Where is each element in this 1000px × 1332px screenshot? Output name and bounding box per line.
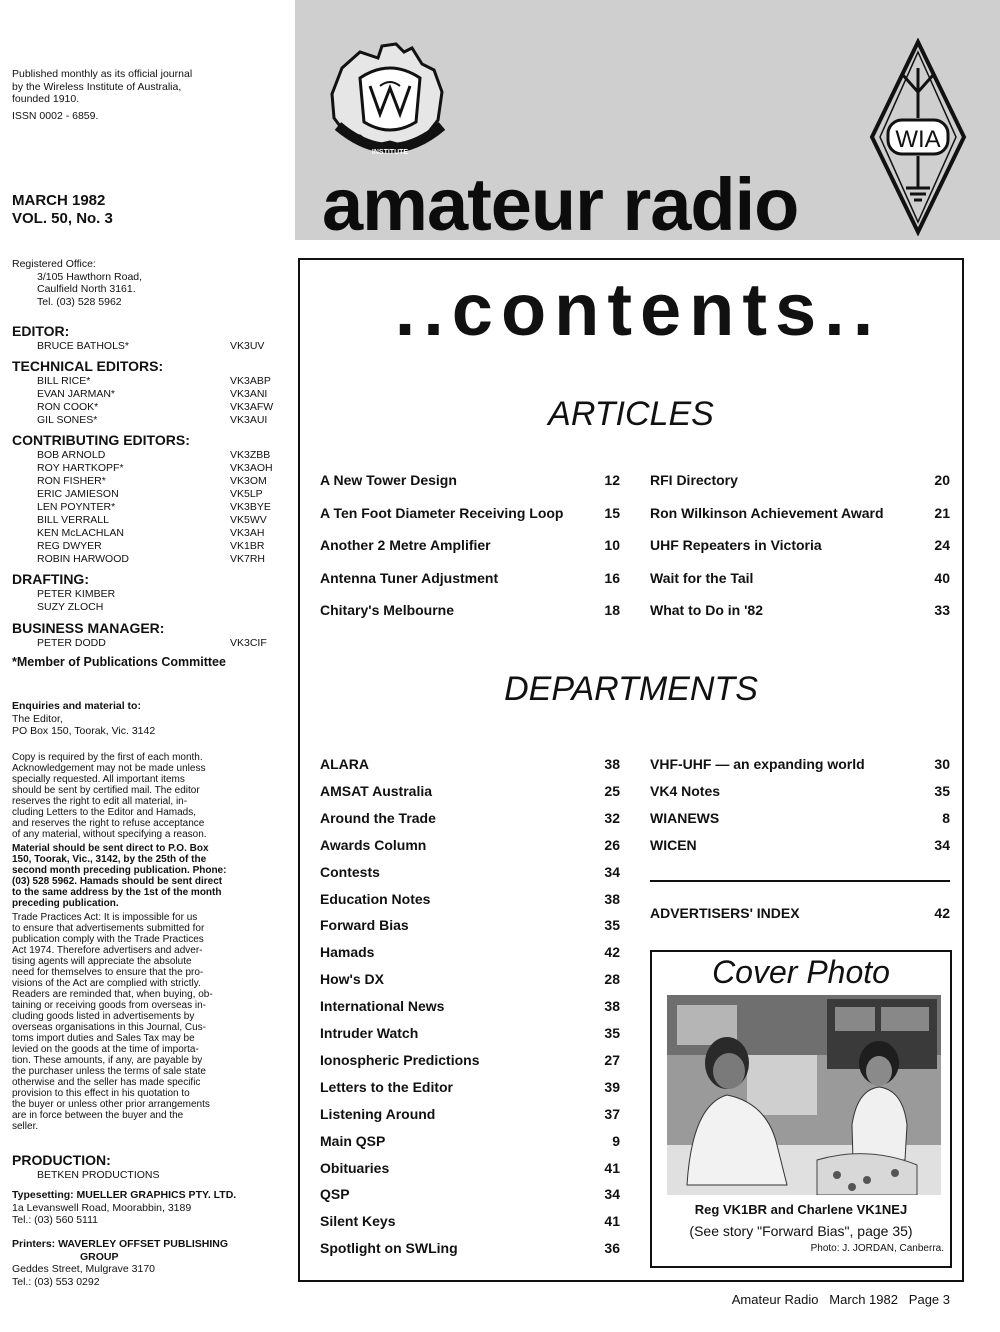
entry-page: 16 <box>604 569 620 586</box>
office-phone: Tel. (03) 528 5962 <box>37 295 122 308</box>
entry-title: Around the Trade <box>320 809 436 826</box>
staff-name: ROBIN HARWOOD <box>37 553 129 565</box>
entry-page: 34 <box>934 836 950 853</box>
text-line: Readers are reminded that, when buying, ob- <box>12 989 213 1000</box>
entry-page: 20 <box>934 472 950 488</box>
office-label: Registered Office: <box>12 258 96 270</box>
text-line: need for themselves to ensure that the pro- <box>12 967 204 978</box>
entry-page: 41 <box>604 1159 620 1176</box>
staff-name: RON FISHER* <box>37 475 106 487</box>
contents-entry[interactable] <box>650 535 950 555</box>
entry-title: Silent Keys <box>320 1213 396 1230</box>
publisher-line: by the Wireless Institute of Australia, <box>12 80 182 93</box>
typesetting <box>12 1189 274 1227</box>
page-footer: Amateur Radio March 1982 Page 3 <box>731 1292 950 1307</box>
entry-title: Antenna Tuner Adjustment <box>320 569 499 586</box>
staff-name: KEN McLACHLAN <box>37 527 124 539</box>
issue-date: MARCH 1982 <box>12 192 106 209</box>
advertisers-divider <box>650 880 950 882</box>
typesetting-line: 1a Levanswell Road, Moorabbin, 3189 <box>12 1201 192 1214</box>
cover-caption-2: (See story "Forward Bias", page 35) <box>689 1223 913 1239</box>
staff-callsign: VK7RH <box>230 553 266 565</box>
text-line: Trade Practices Act: It is impossible for us <box>12 912 198 923</box>
contents-entry[interactable] <box>650 470 950 490</box>
text-line: are in force between the buyer and the <box>12 1110 184 1121</box>
contents-entry[interactable] <box>650 600 950 620</box>
entry-page: 40 <box>934 569 950 586</box>
entry-page: 10 <box>604 537 620 553</box>
technical-list <box>12 375 277 427</box>
contents-entry[interactable] <box>320 835 620 855</box>
staff-row <box>12 637 277 650</box>
entry-title: Another 2 Metre Amplifier <box>320 537 491 553</box>
cover-caption-1: Reg VK1BR and Charlene VK1NEJ <box>694 1202 908 1217</box>
issue-info <box>12 192 113 228</box>
cover-photo-image <box>667 995 941 1195</box>
staff-row <box>12 475 277 488</box>
text-line: the purchaser unless the terms of sale state <box>12 1066 206 1077</box>
text-line: cluding goods listed in advertisements by <box>12 1011 195 1022</box>
entry-title: Obituaries <box>320 1159 390 1176</box>
text-line: preceding publication. <box>12 898 119 909</box>
publisher-line: founded 1910. <box>12 93 80 105</box>
contents-entry[interactable] <box>650 808 950 828</box>
entry-page: 33 <box>934 602 950 618</box>
contents-title: ..contents.. <box>394 268 882 351</box>
staff-row <box>12 514 277 527</box>
staff-callsign: VK3BYE <box>230 501 271 513</box>
text-line: 150, Toorak, Vic., 3142, by the 25th of the <box>12 854 207 865</box>
entry-page: 27 <box>604 1051 620 1068</box>
entry-title: Main QSP <box>320 1132 386 1149</box>
enquiries <box>12 700 274 738</box>
technical-heading: TECHNICAL EDITORS: <box>12 358 164 374</box>
contents-entry[interactable] <box>320 470 620 490</box>
text-line: visions of the Act are complied with strictly. <box>12 978 201 989</box>
production-heading: PRODUCTION: <box>12 1152 111 1168</box>
entry-title: Education Notes <box>320 890 431 907</box>
contents-entry[interactable] <box>320 1050 620 1070</box>
printers-line: Geddes Street, Mulgrave 3170 <box>12 1263 156 1275</box>
contents-entry[interactable] <box>650 754 950 774</box>
staff-name: REG DWYER <box>37 540 102 552</box>
staff-row <box>12 501 277 514</box>
staff-list <box>12 323 277 669</box>
staff-callsign: VK3AFW <box>230 401 274 413</box>
entry-title: What to Do in '82 <box>650 602 763 618</box>
text-line: Act 1974. Therefore advertisers and adver- <box>12 945 203 956</box>
business-heading: BUSINESS MANAGER: <box>12 620 165 636</box>
committee-note: *Member of Publications Committee <box>12 655 226 669</box>
entry-page: 34 <box>604 863 620 880</box>
entry-title: Awards Column <box>320 836 427 853</box>
typesetting-line: Tel.: (03) 560 5111 <box>12 1214 98 1226</box>
contents-entry[interactable] <box>320 600 620 620</box>
staff-callsign: VK1BR <box>230 540 265 552</box>
entry-page: 32 <box>604 809 620 826</box>
text-line: Acknowledgement may not be made unless <box>12 763 206 774</box>
office-line: 3/105 Hawthorn Road, <box>37 270 143 283</box>
production <box>12 1152 274 1182</box>
contributing-heading: CONTRIBUTING EDITORS: <box>12 432 190 448</box>
staff-row <box>12 401 277 414</box>
entry-title: How's DX <box>320 971 385 988</box>
text-line: taining or receiving goods from overseas in- <box>12 1000 206 1011</box>
staff-callsign: VK3AUI <box>230 414 268 426</box>
advertisers-title: ADVERTISERS' INDEX <box>650 905 800 921</box>
contents-entry[interactable] <box>320 996 620 1016</box>
entry-title: WICEN <box>650 836 697 853</box>
entry-title: Wait for the Tail <box>650 569 754 586</box>
entry-page: 37 <box>604 1105 620 1122</box>
magazine-title: amateur radio <box>322 163 799 246</box>
staff-row <box>12 601 277 614</box>
publisher-line: Published monthly as its official journal <box>12 68 193 80</box>
staff-callsign: VK3ZBB <box>230 449 271 461</box>
enquiries-label: Enquiries and material to: <box>12 700 141 712</box>
staff-name: BILL RICE* <box>37 375 91 387</box>
entry-page: 35 <box>604 917 620 934</box>
issn: ISSN 0002 - 6859. <box>12 109 99 122</box>
entry-page: 38 <box>604 890 620 907</box>
svg-text:WIA: WIA <box>895 126 941 153</box>
contents-entry[interactable] <box>320 862 620 882</box>
contents-entry[interactable] <box>320 535 620 555</box>
issue-volume: VOL. 50, No. 3 <box>12 210 113 227</box>
staff-callsign: VK3ABP <box>230 375 271 387</box>
entry-page: 12 <box>604 472 620 488</box>
editor-heading: EDITOR: <box>12 323 70 339</box>
contents-entry[interactable] <box>320 1077 620 1097</box>
text-line: cluding Letters to the Editor and Hamads, <box>12 807 196 818</box>
contents-entry[interactable] <box>320 1238 620 1258</box>
entry-page: 25 <box>604 782 620 799</box>
contents-entry[interactable] <box>320 1131 620 1151</box>
text-line: the buyer or unless other prior arrangements <box>12 1099 210 1110</box>
contents-entry[interactable] <box>320 915 620 935</box>
staff-name: LEN POYNTER* <box>37 501 116 513</box>
text-line: should be sent by certified mail. The editor <box>12 785 200 796</box>
entry-page: 21 <box>934 504 950 521</box>
advertisers-page: 42 <box>934 905 950 921</box>
text-line: overseas organisations in this Journal, Cus- <box>12 1022 206 1033</box>
staff-row <box>12 588 277 601</box>
entry-page: 42 <box>604 944 620 961</box>
entry-title: Hamads <box>320 944 375 961</box>
text-line: publication comply with the Trade Practices <box>12 934 204 945</box>
text-line: second month preceding publication. Phone: <box>12 865 227 876</box>
contributing-list <box>12 449 277 566</box>
contents-entry[interactable] <box>650 781 950 801</box>
staff-name: EVAN JARMAN* <box>37 388 115 400</box>
staff-row <box>12 488 277 501</box>
staff-name: PETER DODD <box>37 637 106 649</box>
entry-title: Intruder Watch <box>320 1025 419 1041</box>
text-line: of any material, without specifying a reason. <box>12 829 207 840</box>
contents-entry[interactable] <box>320 1104 620 1124</box>
text-line: toms import duties and Sales Tax may be <box>12 1033 195 1044</box>
contents-entry[interactable] <box>320 1184 620 1204</box>
text-line: otherwise and the seller has made specific <box>12 1077 201 1088</box>
staff-name: PETER KIMBER <box>37 588 116 600</box>
staff-callsign: VK3OM <box>230 475 267 487</box>
entry-title: ALARA <box>320 756 369 772</box>
enquiries-line: The Editor, <box>12 712 63 725</box>
office-line: Caulfield North 3161. <box>37 283 136 295</box>
entry-title: AMSAT Australia <box>320 782 433 799</box>
entry-page: 38 <box>604 756 620 772</box>
entry-title: Listening Around <box>320 1105 436 1122</box>
contents-entry[interactable] <box>320 969 620 989</box>
entry-title: UHF Repeaters in Victoria <box>650 537 822 553</box>
contents-entry[interactable] <box>320 568 620 588</box>
staff-callsign: VK5WV <box>230 514 267 526</box>
staff-row <box>12 340 277 353</box>
staff-row <box>12 527 277 540</box>
production-name: BETKEN PRODUCTIONS <box>37 1169 160 1181</box>
entry-page: 30 <box>934 756 950 772</box>
contents-entry[interactable] <box>320 889 620 909</box>
staff-callsign: VK3AOH <box>230 462 273 474</box>
advertisers-index-entry <box>650 903 950 923</box>
contents-entry[interactable] <box>650 835 950 855</box>
entry-title: Spotlight on SWLing <box>320 1240 458 1257</box>
printers <box>12 1238 274 1288</box>
entry-title: WIANEWS <box>650 809 720 826</box>
entry-title: Ionospheric Predictions <box>320 1051 480 1068</box>
text-line: to ensure that advertisements submitted for <box>12 923 205 934</box>
entry-page: 41 <box>604 1213 620 1230</box>
staff-row <box>12 388 277 401</box>
contents-entry[interactable] <box>320 754 620 774</box>
entry-title: Ron Wilkinson Achievement Award <box>650 504 884 521</box>
cover-credit: Photo: J. JORDAN, Canberra. <box>810 1243 944 1254</box>
contents-entry[interactable] <box>320 1023 620 1043</box>
entry-title: VK4 Notes <box>650 782 721 799</box>
entry-page: 38 <box>604 998 620 1015</box>
editor-list <box>12 340 277 353</box>
entry-title: International News <box>320 998 445 1015</box>
text-line: tion. These amounts, if any, are payable by <box>12 1055 203 1066</box>
staff-callsign: VK3CIF <box>230 637 267 649</box>
text-line: tising agents will appreciate the absolute <box>12 956 192 967</box>
staff-callsign: VK3ANI <box>230 388 268 400</box>
printers-line: GROUP <box>80 1250 119 1263</box>
entry-page: 15 <box>604 504 620 521</box>
staff-name: RON COOK* <box>37 401 99 413</box>
text-line: Copy is required by the first of each month. <box>12 752 203 763</box>
entry-page: 39 <box>604 1078 620 1095</box>
contents-entry[interactable] <box>650 503 950 523</box>
drafting-heading: DRAFTING: <box>12 571 89 587</box>
contents-entry[interactable] <box>320 1158 620 1178</box>
entry-page: 36 <box>604 1240 620 1257</box>
staff-callsign: VK5LP <box>230 488 263 500</box>
staff-name: SUZY ZLOCH <box>37 601 104 613</box>
wia-diamond-logo-icon <box>868 38 968 236</box>
text-line: (03) 528 5962. Hamads should be sent direct <box>12 876 223 887</box>
entry-page: 26 <box>604 836 620 853</box>
entry-page: 34 <box>604 1186 620 1203</box>
entry-page: 28 <box>604 971 620 988</box>
entry-page: 35 <box>934 782 950 799</box>
staff-row <box>12 540 277 553</box>
staff-callsign: VK3AH <box>230 527 265 539</box>
registered-office <box>12 258 272 308</box>
text-line: to the same address by the 1st of the month <box>12 887 222 898</box>
entry-page: 35 <box>604 1025 620 1041</box>
contents-entry[interactable] <box>650 568 950 588</box>
entry-page: 24 <box>934 537 950 553</box>
contents-entry[interactable] <box>320 781 620 801</box>
entry-page: 9 <box>612 1132 620 1149</box>
text-line: provision to this effect in his quotation to <box>12 1088 190 1099</box>
enquiries-line: PO Box 150, Toorak, Vic. 3142 <box>12 725 156 737</box>
typesetting-line: Typesetting: MUELLER GRAPHICS PTY. LTD. <box>12 1189 237 1201</box>
text-line: and reserves the right to refuse acceptance <box>12 818 205 829</box>
printers-line: Tel.: (03) 553 0292 <box>12 1275 100 1288</box>
entry-page: 18 <box>604 602 620 618</box>
staff-name: GIL SONES* <box>37 414 98 426</box>
entry-title: Chitary's Melbourne <box>320 602 455 618</box>
copy-note <box>12 752 268 1132</box>
text-line: reserves the right to edit all material, in- <box>12 796 188 807</box>
entry-title: Contests <box>320 863 380 880</box>
drafting-list <box>12 588 277 614</box>
entry-title: Forward Bias <box>320 917 409 934</box>
contents-entry[interactable] <box>320 503 620 523</box>
staff-row <box>12 462 277 475</box>
entry-page: 8 <box>942 809 950 826</box>
cover-heading: Cover Photo <box>712 954 890 990</box>
contents-entry[interactable] <box>320 942 620 962</box>
departments-heading: DEPARTMENTS <box>504 670 758 708</box>
staff-row <box>12 553 277 566</box>
text-line: seller. <box>12 1121 39 1132</box>
articles-heading: ARTICLES <box>548 395 714 433</box>
staff-row <box>12 449 277 462</box>
entry-title: A Ten Foot Diameter Receiving Loop <box>320 504 564 521</box>
staff-row <box>12 414 277 427</box>
publisher-note <box>12 68 272 122</box>
text-line: Material should be sent direct to P.O. Box <box>12 843 209 854</box>
staff-name: BOB ARNOLD <box>37 449 106 461</box>
contents-entry[interactable] <box>320 1211 620 1231</box>
entry-title: VHF-UHF — an expanding world <box>650 756 865 772</box>
entry-title: Letters to the Editor <box>320 1078 454 1095</box>
contents-entry[interactable] <box>320 808 620 828</box>
staff-callsign: VK3UV <box>230 340 265 352</box>
text-line: specially requested. All important items <box>12 774 185 785</box>
entry-title: A New Tower Design <box>320 472 457 488</box>
staff-row <box>12 375 277 388</box>
svg-text:INSTITUTE: INSTITUTE <box>371 149 409 156</box>
text-line: levied on the goods at the time of importa- <box>12 1044 199 1055</box>
printers-line: Printers: WAVERLEY OFFSET PUBLISHING <box>12 1238 229 1250</box>
entry-title: RFI Directory <box>650 472 738 488</box>
wia-crest-logo-icon <box>320 38 460 168</box>
staff-name: ROY HARTKOPF* <box>37 462 124 474</box>
entry-title: QSP <box>320 1186 350 1203</box>
staff-name: ERIC JAMIESON <box>37 488 119 500</box>
staff-name: BILL VERRALL <box>37 514 109 526</box>
staff-name: BRUCE BATHOLS* <box>37 340 129 352</box>
business-list <box>12 637 277 650</box>
